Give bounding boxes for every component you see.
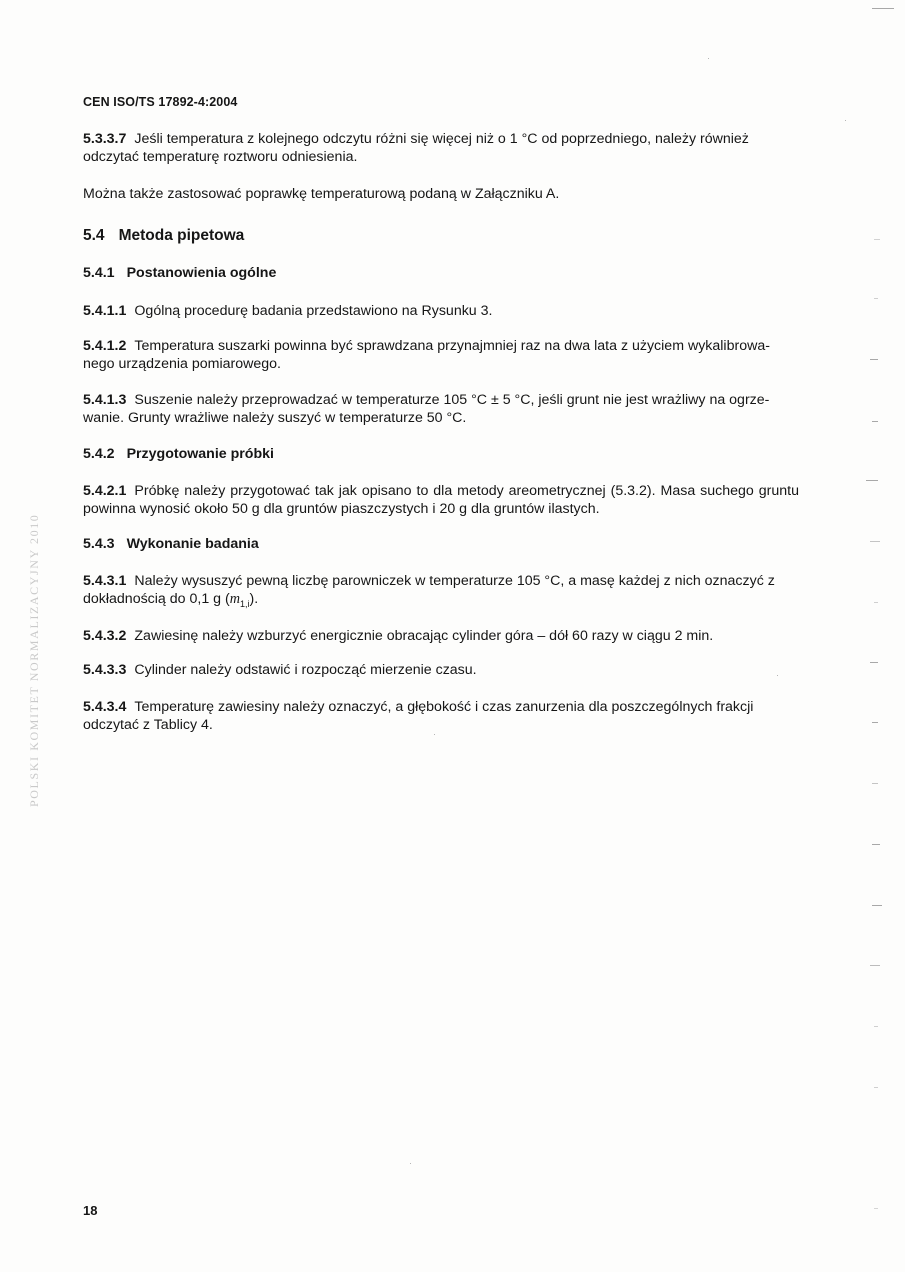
paragraph-5-4-1-1 — [83, 302, 799, 320]
section-title: Przygotowanie próbki — [126, 446, 274, 462]
clause-number: 5.3.3.7 — [83, 131, 127, 147]
scan-artifact — [874, 1026, 878, 1027]
watermark: POLSKI KOMITET NORMALIZACYJNY 2010 — [27, 513, 41, 807]
document-id: CEN ISO/TS 17892-4:2004 — [83, 95, 238, 109]
scan-artifact — [872, 8, 894, 9]
scan-artifact — [872, 783, 878, 784]
paragraph-5-4-3-3 — [83, 661, 799, 679]
scan-artifact — [870, 965, 880, 966]
paragraph-text-end: ). — [249, 591, 259, 607]
scan-artifact — [410, 1163, 411, 1164]
scan-artifact — [872, 421, 878, 422]
scan-artifact — [874, 1087, 878, 1088]
paragraph-5-4-3-4 — [83, 698, 799, 734]
scan-artifact — [874, 1208, 878, 1209]
paragraph-5-3-3-7 — [83, 130, 799, 166]
scan-artifact — [870, 662, 878, 663]
paragraph-text: Należy wysuszyć pewną liczbę parowniczek w temperaturze 105 °C, a masę każdej z nich oznaczyć z dokładnością do 0,1 g ( — [83, 573, 775, 607]
paragraph-text: Zawiesinę należy wzburzyć energicznie obracając cylinder góra – dół 60 razy w ciągu 2 min. — [134, 628, 714, 644]
clause-number: 5.4.1.1 — [83, 303, 127, 319]
scan-artifact — [872, 844, 880, 845]
clause-number: 5.4.1.3 — [83, 392, 127, 408]
section-heading-5-4-1 — [83, 265, 276, 281]
scan-artifact — [874, 602, 878, 603]
scan-artifact — [874, 298, 878, 299]
section-number: 5.4.3 — [83, 536, 115, 552]
clause-number: 5.4.3.2 — [83, 628, 127, 644]
paragraph-5-4-1-3 — [83, 391, 799, 427]
scan-artifact — [708, 58, 709, 59]
paragraph-5-4-1-2 — [83, 337, 799, 373]
paragraph-text: Ogólną procedurę badania przedstawiono na Rysunku 3. — [134, 303, 493, 319]
paragraph-text: Cylinder należy odstawić i rozpocząć mierzenie czasu. — [134, 662, 477, 678]
mass-symbol: $m_{1,i}$ — [229, 591, 250, 609]
paragraph-text: Jeśli temperatura z kolejnego odczytu różni się więcej niż o 1 °C od poprzedniego, należy również odczytać temperaturę roztworu odniesienia. — [83, 131, 749, 165]
section-heading-5-4-3 — [83, 536, 259, 552]
paragraph-text: Temperaturę zawiesiny należy oznaczyć, a głębokość i czas zanurzenia dla poszczególnych frakcji odczytać z Tablicy 4. — [83, 699, 754, 733]
section-heading-5-4 — [83, 227, 244, 245]
section-title: Wykonanie badania — [126, 536, 259, 552]
section-number: 5.4.1 — [83, 265, 115, 281]
clause-number: 5.4.3.1 — [83, 573, 127, 589]
clause-number: 5.4.3.3 — [83, 662, 127, 678]
paragraph-correction-note — [83, 185, 799, 203]
scan-artifact — [870, 359, 878, 360]
paragraph-text: Próbkę należy przygotować tak jak opisano to dla metody areometrycznej (5.3.2). Masa suchego gruntu powinna wynosić około 50 g dla gruntów piaszczystych i 20 g dla gruntów ilastych. — [83, 483, 799, 517]
section-heading-5-4-2 — [83, 446, 274, 462]
clause-number: 5.4.2.1 — [83, 483, 127, 499]
section-number: 5.4.2 — [83, 446, 115, 462]
paragraph-text: Można także zastosować poprawkę temperaturową podaną w Załączniku A. — [83, 186, 560, 202]
paragraph-5-4-2-1 — [83, 482, 799, 518]
page-number: 18 — [83, 1203, 98, 1218]
section-title: Postanowienia ogólne — [126, 265, 277, 281]
scan-artifact — [866, 480, 878, 481]
scan-artifact — [845, 120, 846, 121]
paragraph-5-4-3-2 — [83, 627, 799, 645]
clause-number: 5.4.3.4 — [83, 699, 127, 715]
paragraph-text: Temperatura suszarki powinna być sprawdzana przynajmniej raz na dwa lata z użyciem wykalibrowa-nego urządzenia pomiarowego. — [83, 338, 770, 372]
paragraph-5-4-3-1 — [83, 572, 799, 613]
section-number: 5.4 — [83, 227, 105, 244]
scan-artifact — [870, 541, 880, 542]
section-title: Metoda pipetowa — [118, 227, 245, 244]
clause-number: 5.4.1.2 — [83, 338, 127, 354]
scan-artifact — [777, 675, 778, 676]
scan-artifact — [434, 734, 435, 735]
scan-artifact — [872, 722, 878, 723]
scan-artifact — [874, 239, 880, 240]
paragraph-text: Suszenie należy przeprowadzać w temperaturze 105 °C ± 5 °C, jeśli grunt nie jest wrażliwy na ogrze-wanie. Grunty wrażliwe należy suszyć w temperaturze 50 °C. — [83, 392, 770, 426]
scan-artifact — [872, 905, 882, 906]
